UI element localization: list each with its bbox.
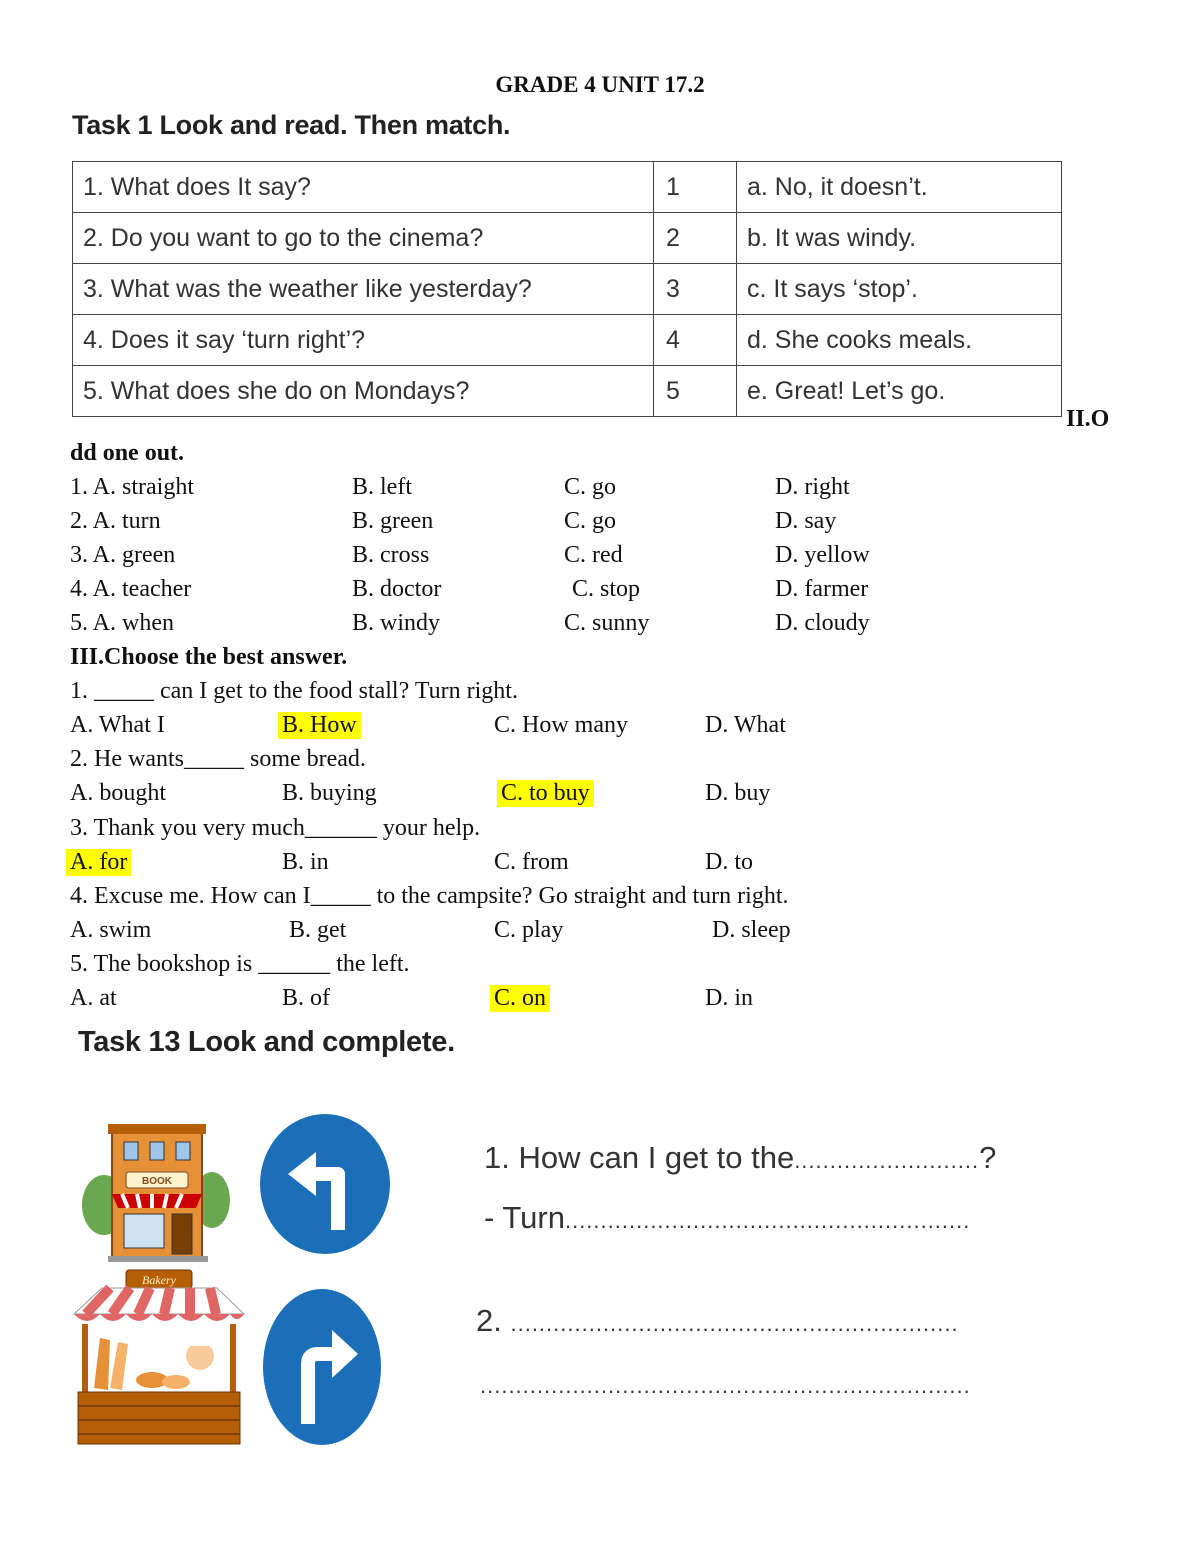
option-c: C. from — [494, 849, 569, 875]
book-sign: BOOK — [142, 1176, 172, 1187]
question-stem: 3. Thank you very much______ your help. — [70, 815, 481, 841]
option-c: C. go — [564, 474, 617, 500]
option-a: A. bought — [70, 780, 166, 806]
completion-line-2 — [484, 1200, 970, 1236]
number-cell: 4 — [654, 315, 737, 366]
option-d: D. buy — [705, 780, 771, 806]
option-c: C. sunny — [564, 610, 650, 636]
question-stem: 5. The bookshop is ______ the left. — [70, 951, 410, 977]
option-c: C. red — [564, 542, 623, 568]
turn-left-sign-icon — [258, 1112, 392, 1256]
blank-dots[interactable]: ......................................................... — [564, 1208, 971, 1233]
blank-dots[interactable]: .......................... — [794, 1148, 980, 1173]
question-stem: 1. _____ can I get to the food stall? Turn right. — [70, 678, 518, 704]
answer-cell: c. It says ‘stop’. — [737, 264, 1062, 315]
prompt-text: 2. — [476, 1303, 502, 1338]
task13-heading: Task 13 Look and complete. — [78, 1026, 455, 1058]
answer-cell: a. No, it doesn’t. — [737, 162, 1062, 213]
option-b: B. windy — [352, 610, 441, 636]
table-row — [73, 162, 1062, 213]
option-c: C. play — [494, 917, 564, 943]
blank-dots[interactable]: ..................................................................... — [480, 1373, 971, 1398]
question-cell: 5. What does she do on Mondays? — [73, 366, 654, 417]
answer-cell: d. She cooks meals. — [737, 315, 1062, 366]
table-row — [73, 213, 1062, 264]
number-cell: 2 — [654, 213, 737, 264]
option-a: A. at — [70, 985, 117, 1011]
option-b: B. buying — [282, 780, 377, 806]
option-d: D. in — [705, 985, 753, 1011]
question-mark: ? — [979, 1140, 997, 1175]
option-c: C. stop — [572, 576, 641, 602]
option-a: 4. A. teacher — [70, 576, 192, 602]
option-b: B. of — [282, 985, 330, 1011]
option-d: D. yellow — [775, 542, 870, 568]
prompt-text: 1. How can I get to the — [484, 1140, 795, 1175]
task1-heading: Task 1 Look and read. Then match. — [72, 110, 511, 140]
option-d: D. What — [705, 712, 786, 738]
option-c-highlighted: C. on — [490, 985, 550, 1012]
page-title: GRADE 4 UNIT 17.2 — [495, 72, 705, 97]
option-a: 1. A. straight — [70, 474, 194, 500]
question-cell: 3. What was the weather like yesterday? — [73, 264, 654, 315]
completion-line-4 — [480, 1365, 971, 1401]
option-d: D. right — [775, 474, 850, 500]
question-cell: 4. Does it say ‘turn right’? — [73, 315, 654, 366]
question-stem: 4. Excuse me. How can I_____ to the campsite? Go straight and turn right. — [70, 883, 789, 909]
option-c: C. How many — [494, 712, 628, 738]
option-d: D. say — [775, 508, 837, 534]
option-b-highlighted: B. How — [278, 712, 361, 739]
option-d: D. cloudy — [775, 610, 870, 636]
prompt-text: - Turn — [484, 1200, 565, 1235]
option-a: 2. A. turn — [70, 508, 161, 534]
option-c-highlighted: C. to buy — [497, 780, 594, 807]
table-row — [73, 315, 1062, 366]
option-d: D. sleep — [712, 917, 791, 943]
question-stem: 2. He wants_____ some bread. — [70, 746, 366, 772]
option-b: B. doctor — [352, 576, 442, 602]
option-c: C. go — [564, 508, 617, 534]
answer-cell: e. Great! Let’s go. — [737, 366, 1062, 417]
option-a-highlighted: A. for — [66, 849, 131, 876]
option-a: 5. A. when — [70, 610, 174, 636]
table-row — [73, 366, 1062, 417]
completion-line-3 — [476, 1303, 959, 1339]
option-a: A. swim — [70, 917, 152, 943]
option-d: D. to — [705, 849, 753, 875]
section2-heading-start: II.O — [1066, 406, 1110, 432]
section3-heading: III.Choose the best answer. — [70, 644, 348, 670]
option-b: B. left — [352, 474, 412, 500]
question-cell: 1. What does It say? — [73, 162, 654, 213]
question-cell: 2. Do you want to go to the cinema? — [73, 213, 654, 264]
answer-cell: b. It was windy. — [737, 213, 1062, 264]
turn-right-sign-icon — [262, 1288, 382, 1446]
option-d: D. farmer — [775, 576, 869, 602]
blank-dots[interactable]: ............................................................... — [510, 1311, 959, 1336]
section2-heading-end: dd one out. — [70, 440, 185, 466]
match-table — [72, 161, 1062, 417]
option-b: B. get — [289, 917, 347, 943]
option-b: B. in — [282, 849, 329, 875]
option-a: A. What I — [70, 712, 165, 738]
option-a: 3. A. green — [70, 542, 176, 568]
baker-icon — [186, 1342, 214, 1370]
number-cell: 5 — [654, 366, 737, 417]
option-b: B. green — [352, 508, 434, 534]
bakery-sign: Bakery — [142, 1273, 176, 1287]
number-cell: 3 — [654, 264, 737, 315]
table-row — [73, 264, 1062, 315]
option-b: B. cross — [352, 542, 430, 568]
bookshop-illustration — [82, 1120, 232, 1265]
completion-line-1 — [484, 1140, 996, 1176]
number-cell: 1 — [654, 162, 737, 213]
bakery-illustration — [72, 1268, 247, 1446]
